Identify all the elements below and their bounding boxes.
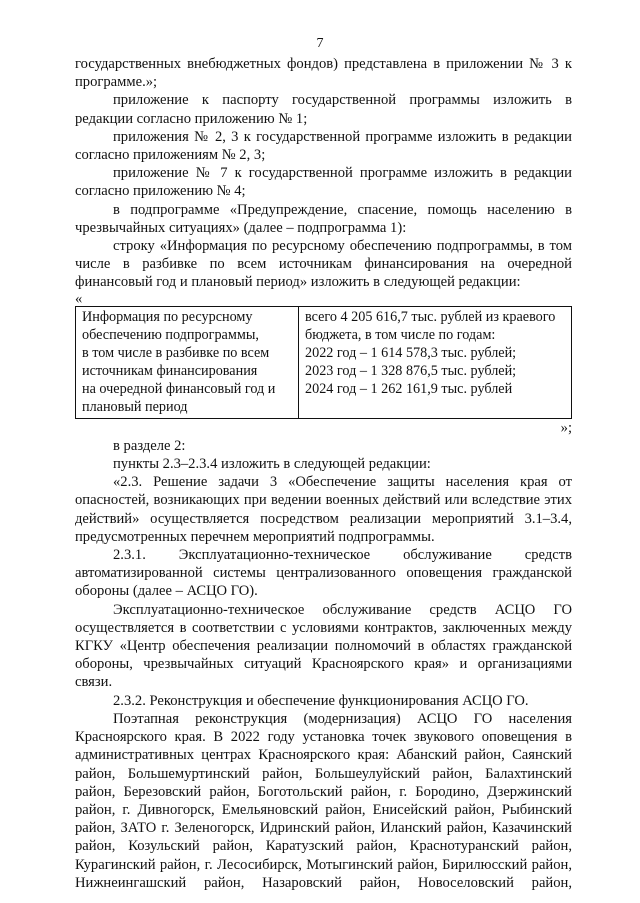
paragraph-appendix-passport: приложение к паспорту государственной программы изложить в редакции согласно приложению № 1;: [75, 92, 572, 127]
table-label-line: на очередной финансовый год и: [82, 380, 276, 397]
paragraph-2-3-1: 2.3.1. Эксплуатационно-техническое обслуживание средств автоматизированной системы централизованного оповещения гражданской обороны (далее – АСЦО ГО).: [75, 547, 572, 600]
paragraph-resource-line: строку «Информация по ресурсному обеспечению подпрограммы, в том числе в разбивке по всем источникам финансирования на очередной финансовый год и плановый период» изложить в следующей редакции:: [75, 238, 572, 291]
table-label-line: плановый период: [82, 398, 188, 415]
paragraph-reconstruction: Поэтапная реконструкция (модернизация) АСЦО ГО населения Красноярского края. В 2022 году установка точек звукового оповещения в административных центрах Красноярского края: Абанский район, Саянский район, Большемуртинский район, Большеулуйский район, Балахтинский район, Березовский район, Боготольский район, г. Бородино, Дзержинский район, г. Дивногорск, Емельяновский район, Енисейский район, Рыбинский район, ЗАТО г. Зеленогорск, Идринский район, Иланский район, Казачинский район, Козульский район, Каратузский район, Краснотуранский район, Курагинский район, г. Лесосибирск, Мотыгинский район, Бирилюсский район, Нижнеингашский район, Назаровский район, Новоселовский район,: [75, 710, 572, 891]
paragraph-continuation: государственных внебюджетных фондов) представлена в приложении № 3 к программе.»;: [75, 56, 572, 91]
paragraph-maintenance: Эксплуатационно-техническое обслуживание средств АСЦО ГО осуществляется в соответствии с условиями контрактов, заключенных между КГКУ «Центр обеспечения реализации полномочий в областях гражданской обороны, чрезвычайных ситуаций Красноярского края» и организациями связи.: [75, 601, 572, 691]
table-value-line: бюджета, в том числе по годам:: [305, 326, 496, 343]
table-value-line: 2023 год – 1 328 876,5 тыс. рублей;: [305, 362, 517, 379]
quote-open-mark: «: [75, 290, 83, 307]
table-value-line: 2024 год – 1 262 161,9 тыс. рублей: [305, 380, 513, 397]
table-cell-value: [299, 306, 572, 418]
table-label-line: Информация по ресурсному: [82, 308, 253, 325]
paragraph-2-3-2: 2.3.2. Реконструкция и обеспечение функционирования АСЦО ГО.: [113, 692, 529, 709]
resource-info-table: [75, 306, 572, 419]
table-cell-label: [76, 306, 299, 418]
table-label-line: обеспечению подпрограммы,: [82, 326, 259, 343]
table-value-line: всего 4 205 616,7 тыс. рублей из краевого: [305, 308, 556, 325]
quote-close-mark: »;: [560, 419, 572, 436]
paragraph-2-3: «2.3. Решение задачи 3 «Обеспечение защиты населения края от опасностей, возникающих при ведении военных действий или вследствие этих действий» осуществляется посредством реализации мероприятий 3.1–3.4, предусмотренных перечнем мероприятий подпрограммы.: [75, 474, 572, 545]
paragraph-items-2-3: пункты 2.3–2.3.4 изложить в следующей редакции:: [113, 456, 431, 473]
paragraph-section-2: в разделе 2:: [113, 437, 186, 454]
paragraph-appendices-2-3: приложения № 2, 3 к государственной программе изложить в редакции согласно приложениям № 2, 3;: [75, 128, 572, 164]
table-value-line: 2022 год – 1 614 578,3 тыс. рублей;: [305, 344, 517, 361]
paragraph-subprogram-1: в подпрограмме «Предупреждение, спасение, помощь населению в чрезвычайных ситуациях» (далее – подпрограмма 1):: [75, 201, 572, 236]
paragraph-appendix-7: приложение № 7 к государственной программе изложить в редакции согласно приложению № 4;: [75, 165, 572, 200]
table-row: [76, 306, 572, 418]
page-number: 7: [316, 36, 324, 51]
document-body: [75, 55, 572, 892]
table-label-line: источникам финансирования: [82, 362, 258, 379]
table-label-line: в том числе в разбивке по всем: [82, 344, 270, 361]
